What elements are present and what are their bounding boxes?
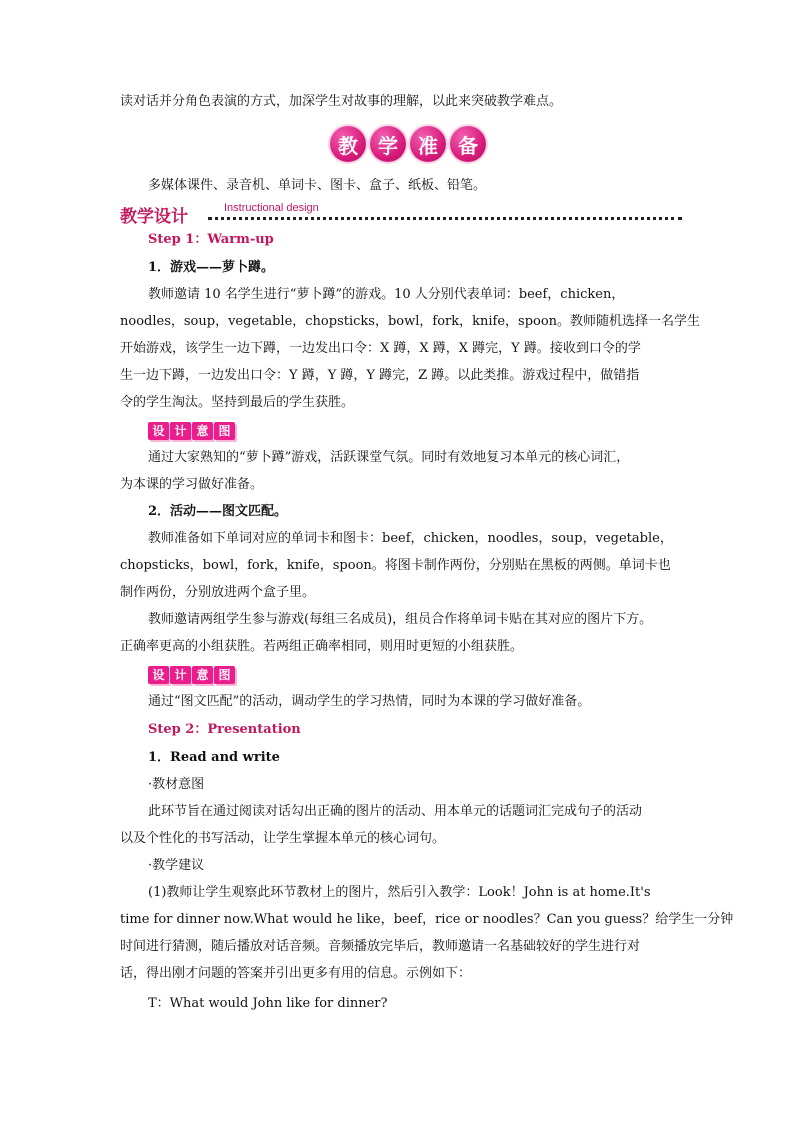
section-heading-teaching-preparation [330,126,486,162]
paragraph-line: (1)教师让学生观察此环节教材上的图片，然后引入教学：Look！John is at home.It's [148,885,651,900]
paragraph-line: noodles，soup，vegetable，chopsticks，bowl，fork，knife，spoon。教师随机选择一名学生 [120,314,701,329]
badge-char: 图 [214,422,235,440]
paragraph-line: 生一边下蹲，一边发出口令：Y 蹲，Y 蹲，Y 蹲完，Z 蹲。以此类推。游戏过程中，做错指 [120,368,640,383]
dotted-divider [208,217,682,220]
badge-char: 设 [148,422,169,440]
paragraph-line: 正确率更高的小组获胜。若两组正确率相同，则用时更短的小组获胜。 [120,639,524,654]
sub-section-label: ·教材意图 [148,777,205,792]
badge-char: 意 [192,666,213,684]
sub-heading: 1．游戏——萝卜蹲。 [148,260,275,275]
heading-char: 准 [410,126,446,162]
badge-char: 计 [170,422,191,440]
paragraph-line: 读对话并分角色表演的方式，加深学生对故事的理解，以此来突破教学难点。 [120,94,563,109]
paragraph-line: 此环节旨在通过阅读对话勾出正确的图片的活动、用本单元的话题词汇完成句子的活动 [148,804,643,819]
step-heading: Step 2：Presentation [148,722,301,737]
paragraph-line: time for dinner now.What would he like，beef，rice or noodles？Can you guess？给学生一分钟 [120,912,734,927]
paragraph-line: 教师邀请 10 名学生进行“萝卜蹲”的游戏。10 人分别代表单词：beef，chicken， [148,287,625,302]
paragraph-line: chopsticks，bowl，fork，knife，spoon。将图卡制作两份，分别贴在黑板的两侧。单词卡也 [120,558,671,573]
badge-char: 设 [148,666,169,684]
badge-char: 计 [170,666,191,684]
heading-char: 教 [330,126,366,162]
paragraph-line: 令的学生淘汰。坚持到最后的学生获胜。 [120,395,355,410]
section-title: 教学设计 [120,207,188,227]
section-heading-teaching-design [120,200,682,228]
badge-char: 意 [192,422,213,440]
paragraph-line: 话，得出刚才问题的答案并引出更多有用的信息。示例如下： [120,966,472,981]
paragraph-line: 制作两份，分别放进两个盒子里。 [120,585,316,600]
design-intent-badge [148,666,235,684]
paragraph-line: 通过大家熟知的“萝卜蹲”游戏，活跃课堂气氛。同时有效地复习本单元的核心词汇， [148,450,630,465]
sub-heading: 2．活动——图文匹配。 [148,504,288,519]
sub-heading: 1．Read and write [148,750,280,765]
paragraph-line: 为本课的学习做好准备。 [120,477,264,492]
design-intent-badge [148,422,235,440]
paragraph-line: 以及个性化的书写活动，让学生掌握本单元的核心词句。 [120,831,446,846]
paragraph-line: 教师邀请两组学生参与游戏(每组三名成员)，组员合作将单词卡贴在其对应的图片下方。 [148,612,653,627]
paragraph-line: 多媒体课件、录音机、单词卡、图卡、盒子、纸板、铅笔。 [148,178,487,193]
paragraph-line: 教师准备如下单词对应的单词卡和图卡：beef，chicken，noodles，soup，vegetable， [148,531,673,546]
paragraph-line: 时间进行猜测，随后播放对话音频。音频播放完毕后，教师邀请一名基础较好的学生进行对 [120,939,641,954]
heading-char: 备 [450,126,486,162]
dialogue-line: T：What would John like for dinner? [148,996,388,1011]
badge-char: 图 [214,666,235,684]
paragraph-line: 开始游戏，该学生一边下蹲，一边发出口令：X 蹲，X 蹲，X 蹲完，Y 蹲。接收到口令的学 [120,341,641,356]
heading-char: 学 [370,126,406,162]
step-heading: Step 1：Warm-up [148,232,274,247]
sub-section-label: ·教学建议 [148,858,205,873]
section-subtitle: Instructional design [224,202,319,214]
paragraph-line: 通过“图文匹配”的活动，调动学生的学习热情，同时为本课的学习做好准备。 [148,694,591,709]
